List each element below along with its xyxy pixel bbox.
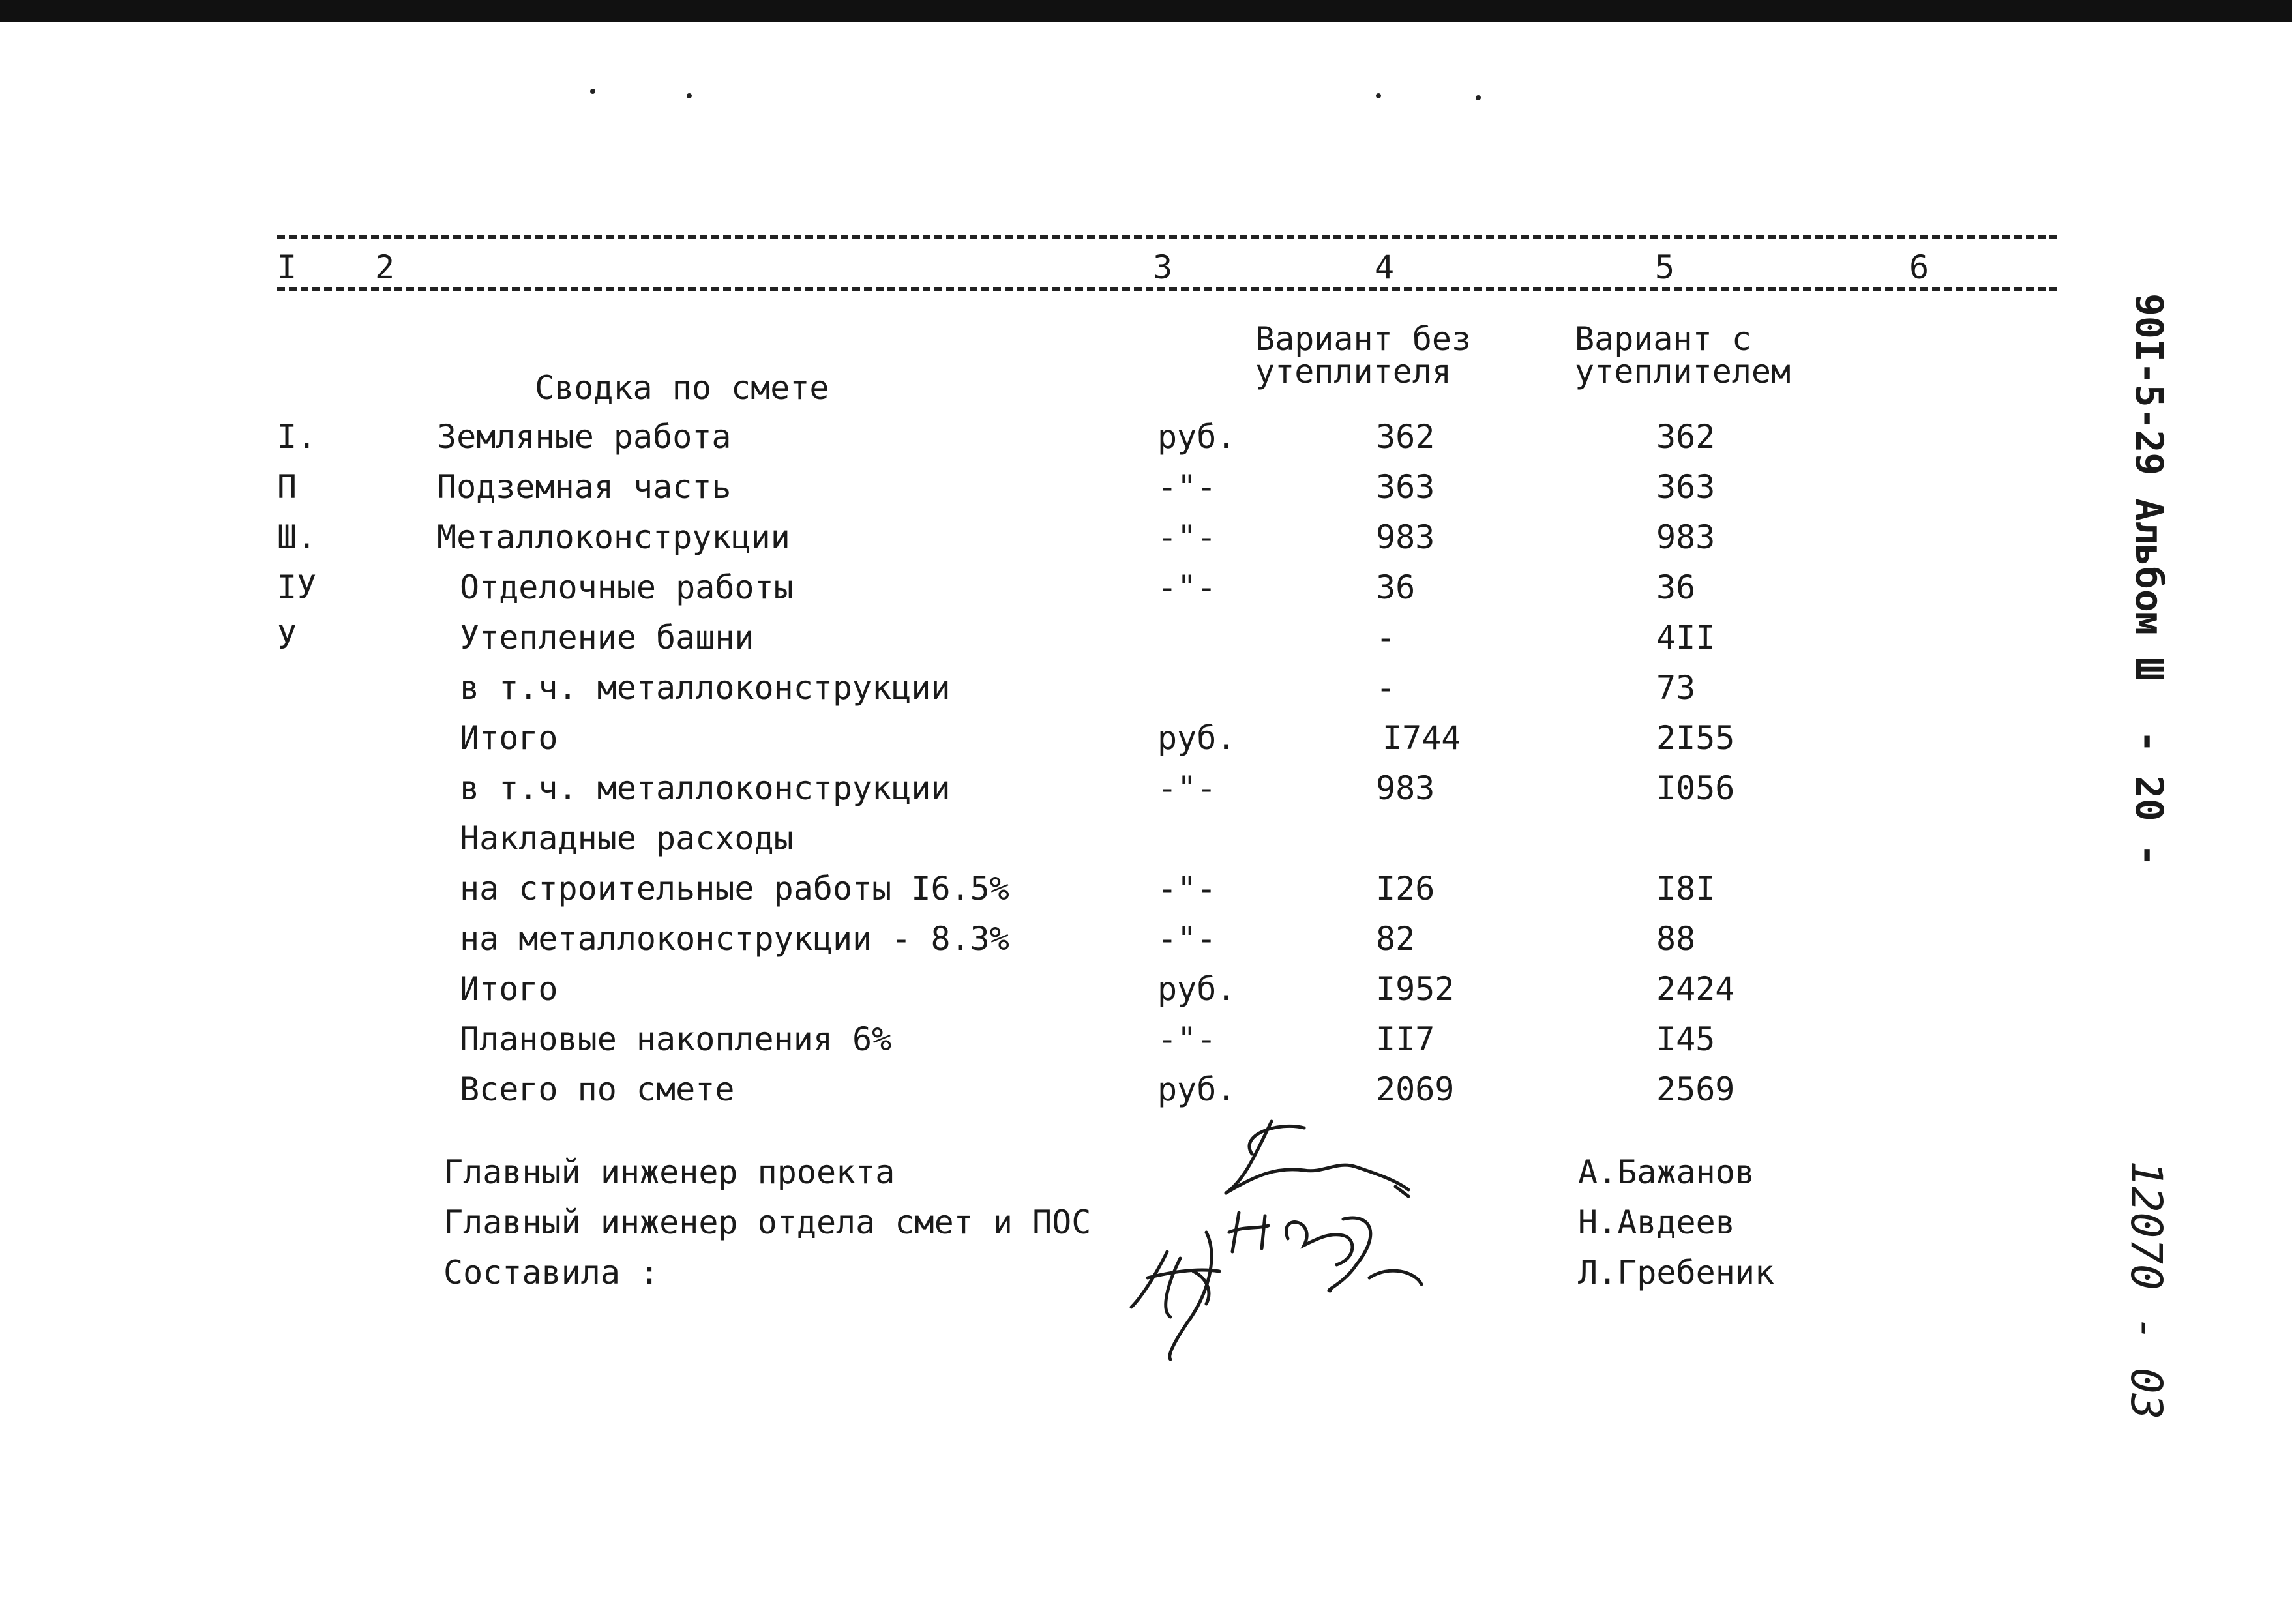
signature-person: Л.Гребеник <box>1578 1254 1775 1292</box>
scan-speck <box>590 89 595 94</box>
row-value-col5: 2424 <box>1656 970 1735 1008</box>
scan-speck <box>687 93 692 98</box>
row-value-col4: 2069 <box>1376 1070 1455 1108</box>
row-value-col4: I26 <box>1376 870 1435 908</box>
header-dashed-line-bottom <box>277 287 2057 291</box>
row-value-col5: 2I55 <box>1656 719 1735 757</box>
header-col5-line2: утеплителем <box>1575 353 1791 391</box>
row-unit: -"- <box>1157 568 1217 606</box>
row-value-col4: 36 <box>1376 568 1416 606</box>
row-name: Отделочные работы <box>460 568 794 606</box>
row-unit: руб. <box>1157 418 1236 456</box>
row-unit: -"- <box>1157 518 1217 556</box>
row-unit: руб. <box>1157 1070 1236 1108</box>
row-value-col4: I952 <box>1376 970 1455 1008</box>
row-unit: -"- <box>1157 468 1217 506</box>
row-number: П <box>277 468 297 506</box>
row-unit: -"- <box>1157 920 1217 958</box>
row-unit: -"- <box>1157 1020 1217 1058</box>
row-value-col5: 2569 <box>1656 1070 1735 1108</box>
header-col4-line1: Вариант без <box>1255 320 1472 358</box>
scan-speck <box>1476 95 1481 100</box>
row-value-col4: 363 <box>1376 468 1435 506</box>
row-name: в т.ч. металлоконструкции <box>460 769 951 807</box>
row-number: Ш. <box>277 518 317 556</box>
row-value-col5: 363 <box>1656 468 1716 506</box>
signature-person: А.Бажанов <box>1578 1153 1755 1191</box>
signature-role: Главный инженер отдела смет и ПОС <box>443 1203 1092 1241</box>
row-name: Плановые накопления 6% <box>460 1020 892 1058</box>
signature-person: Н.Авдеев <box>1578 1203 1735 1241</box>
signature-role: Составила : <box>443 1254 660 1292</box>
handwritten-signatures <box>1109 1108 1513 1369</box>
column-number-5: 5 <box>1655 248 1675 286</box>
row-value-col4: 983 <box>1376 518 1435 556</box>
header-col4-line2: утеплителя <box>1255 353 1452 391</box>
column-number-3: 3 <box>1153 248 1173 286</box>
header-dashed-line-top <box>277 235 2057 239</box>
row-name: на строительные работы I6.5% <box>460 870 1009 908</box>
row-number: IУ <box>277 568 317 606</box>
signature-role: Главный инженер проекта <box>443 1153 895 1191</box>
page-number: - 20 - <box>2127 730 2171 867</box>
row-value-col5: I45 <box>1656 1020 1716 1058</box>
row-name: Накладные расходы <box>460 819 794 857</box>
row-unit: руб. <box>1157 719 1236 757</box>
row-value-col5: 36 <box>1656 568 1696 606</box>
row-value-col4: - <box>1376 669 1396 707</box>
scan-top-border <box>0 0 2292 22</box>
document-title: Сводка по смете <box>535 369 829 407</box>
row-value-col4: 362 <box>1376 418 1435 456</box>
row-number: I. <box>277 418 317 456</box>
row-value-col5: 73 <box>1656 669 1696 707</box>
row-value-col4: 82 <box>1376 920 1416 958</box>
column-number-2: 2 <box>375 248 395 286</box>
row-value-col5: I8I <box>1656 870 1716 908</box>
album-stamp: 90I-5-29 Альбом Ш <box>2127 293 2171 681</box>
row-value-col4: I744 <box>1382 719 1461 757</box>
row-value-col5: I056 <box>1656 769 1735 807</box>
row-value-col5: 88 <box>1656 920 1696 958</box>
row-value-col5: 4II <box>1656 619 1716 657</box>
row-value-col5: 983 <box>1656 518 1716 556</box>
column-number-6: 6 <box>1909 248 1929 286</box>
row-name: Итого <box>460 719 558 757</box>
column-number-1: I <box>277 248 297 286</box>
row-value-col5: 362 <box>1656 418 1716 456</box>
column-number-4: 4 <box>1375 248 1395 286</box>
row-number: У <box>277 619 297 657</box>
row-unit: руб. <box>1157 970 1236 1008</box>
row-unit: -"- <box>1157 769 1217 807</box>
row-name: на металлоконструкции - 8.3% <box>460 920 1009 958</box>
archive-code: 12070 - 03 <box>2121 1160 2171 1420</box>
row-value-col4: 983 <box>1376 769 1435 807</box>
row-name: Утепление башни <box>460 619 754 657</box>
row-name: Земляные работа <box>437 418 732 456</box>
header-col5-line1: Вариант с <box>1575 320 1751 358</box>
row-name: Подземная часть <box>437 468 732 506</box>
row-name: Всего по смете <box>460 1070 735 1108</box>
row-name: в т.ч. металлоконструкции <box>460 669 951 707</box>
row-name: Металлоконструкции <box>437 518 790 556</box>
scan-speck <box>1376 93 1381 98</box>
row-unit: -"- <box>1157 870 1217 908</box>
row-value-col4: - <box>1376 619 1396 657</box>
row-name: Итого <box>460 970 558 1008</box>
row-value-col4: II7 <box>1376 1020 1435 1058</box>
